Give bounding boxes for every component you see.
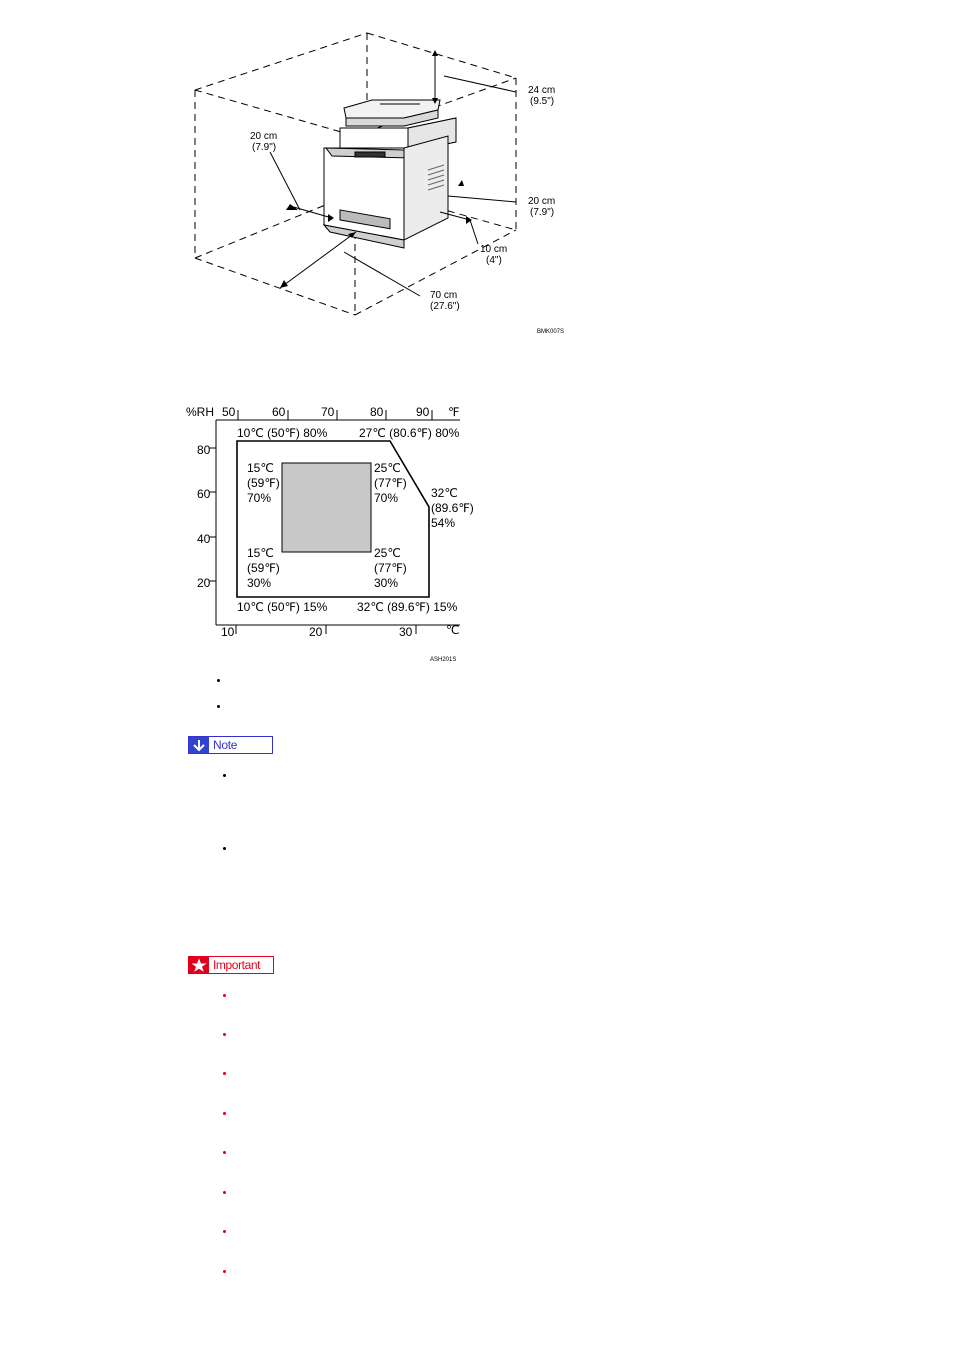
corner-label-bottom-left: 10℃ (50℉) 15%: [237, 600, 328, 614]
corner-label-right-2: (89.6℉): [431, 501, 474, 515]
environment-range-chart: [0, 400, 954, 670]
clearance-label-front-1: 70 cm: [430, 290, 458, 301]
inner-label-bl-3: 30%: [247, 576, 272, 590]
f-tick-90: 90: [416, 405, 430, 419]
inner-label-br-1: 25℃: [374, 546, 401, 560]
down-arrow-icon: [189, 737, 209, 753]
recommended-range-region: [282, 463, 371, 552]
inner-label-bl-1: 15℃: [247, 546, 274, 560]
y-tick-40: 40: [197, 532, 211, 546]
inner-label-br-2: (77℉): [374, 561, 407, 575]
important-heading: [188, 956, 274, 974]
clearance-label-left-2: (7.9"): [252, 142, 277, 153]
note-heading: [188, 736, 273, 754]
note-label: Note: [213, 738, 238, 752]
corner-label-top-right: 27℃ (80.6℉) 80%: [359, 426, 460, 440]
c-tick-10: 10: [221, 625, 235, 639]
clearance-label-top-1: 24 cm: [528, 85, 556, 96]
important-bullet: [223, 1270, 226, 1273]
important-bullet: [223, 1112, 226, 1115]
important-bullet: [223, 1151, 226, 1154]
corner-label-right-1: 32℃: [431, 486, 458, 500]
important-bullet: [223, 1033, 226, 1036]
clearance-label-front-2: (27.6"): [430, 301, 460, 312]
f-unit: ℉: [448, 405, 460, 419]
list-bullet: [217, 705, 220, 708]
y-tick-20: 20: [197, 576, 211, 590]
clearance-label-right-1: 20 cm: [528, 196, 556, 207]
inner-label-tl-2: (59℉): [247, 476, 280, 490]
inner-label-tr-3: 70%: [374, 491, 399, 505]
important-bullet: [223, 1230, 226, 1233]
clearance-diagram: [0, 0, 954, 360]
important-bullet: [223, 1072, 226, 1075]
c-tick-20: 20: [309, 625, 323, 639]
important-bullet: [223, 994, 226, 997]
f-tick-70: 70: [321, 405, 335, 419]
f-tick-60: 60: [272, 405, 286, 419]
note-bullet: [223, 847, 226, 850]
clearance-label-top-2: (9.5"): [530, 96, 555, 107]
clearance-label-rear-2: (4"): [486, 255, 502, 266]
printer-illustration: [324, 100, 456, 248]
clearance-figure-code: BMK007S: [537, 329, 565, 335]
inner-label-br-3: 30%: [374, 576, 399, 590]
corner-label-bottom-right: 32℃ (89.6℉) 15%: [357, 600, 458, 614]
y-axis-label: %RH: [186, 405, 215, 419]
important-label: Important: [213, 958, 261, 972]
star-icon: [189, 957, 209, 973]
list-bullet: [217, 679, 220, 682]
c-tick-30: 30: [399, 625, 413, 639]
chart-figure-code: ASH201S: [430, 657, 457, 663]
corner-label-right-3: 54%: [431, 516, 456, 530]
clearance-label-left-1: 20 cm: [250, 131, 278, 142]
inner-label-bl-2: (59℉): [247, 561, 280, 575]
inner-label-tr-2: (77℉): [374, 476, 407, 490]
important-bullet: [223, 1191, 226, 1194]
corner-label-top-left: 10℃ (50℉) 80%: [237, 426, 328, 440]
c-unit: ℃: [446, 623, 460, 637]
inner-label-tl-3: 70%: [247, 491, 272, 505]
f-tick-80: 80: [370, 405, 384, 419]
note-bullet: [223, 774, 226, 777]
inner-label-tl-1: 15℃: [247, 461, 274, 475]
y-tick-60: 60: [197, 487, 211, 501]
clearance-label-rear-1: 10 cm: [480, 244, 508, 255]
y-tick-80: 80: [197, 443, 211, 457]
clearance-label-right-2: (7.9"): [530, 207, 555, 218]
inner-label-tr-1: 25℃: [374, 461, 401, 475]
f-tick-50: 50: [222, 405, 236, 419]
